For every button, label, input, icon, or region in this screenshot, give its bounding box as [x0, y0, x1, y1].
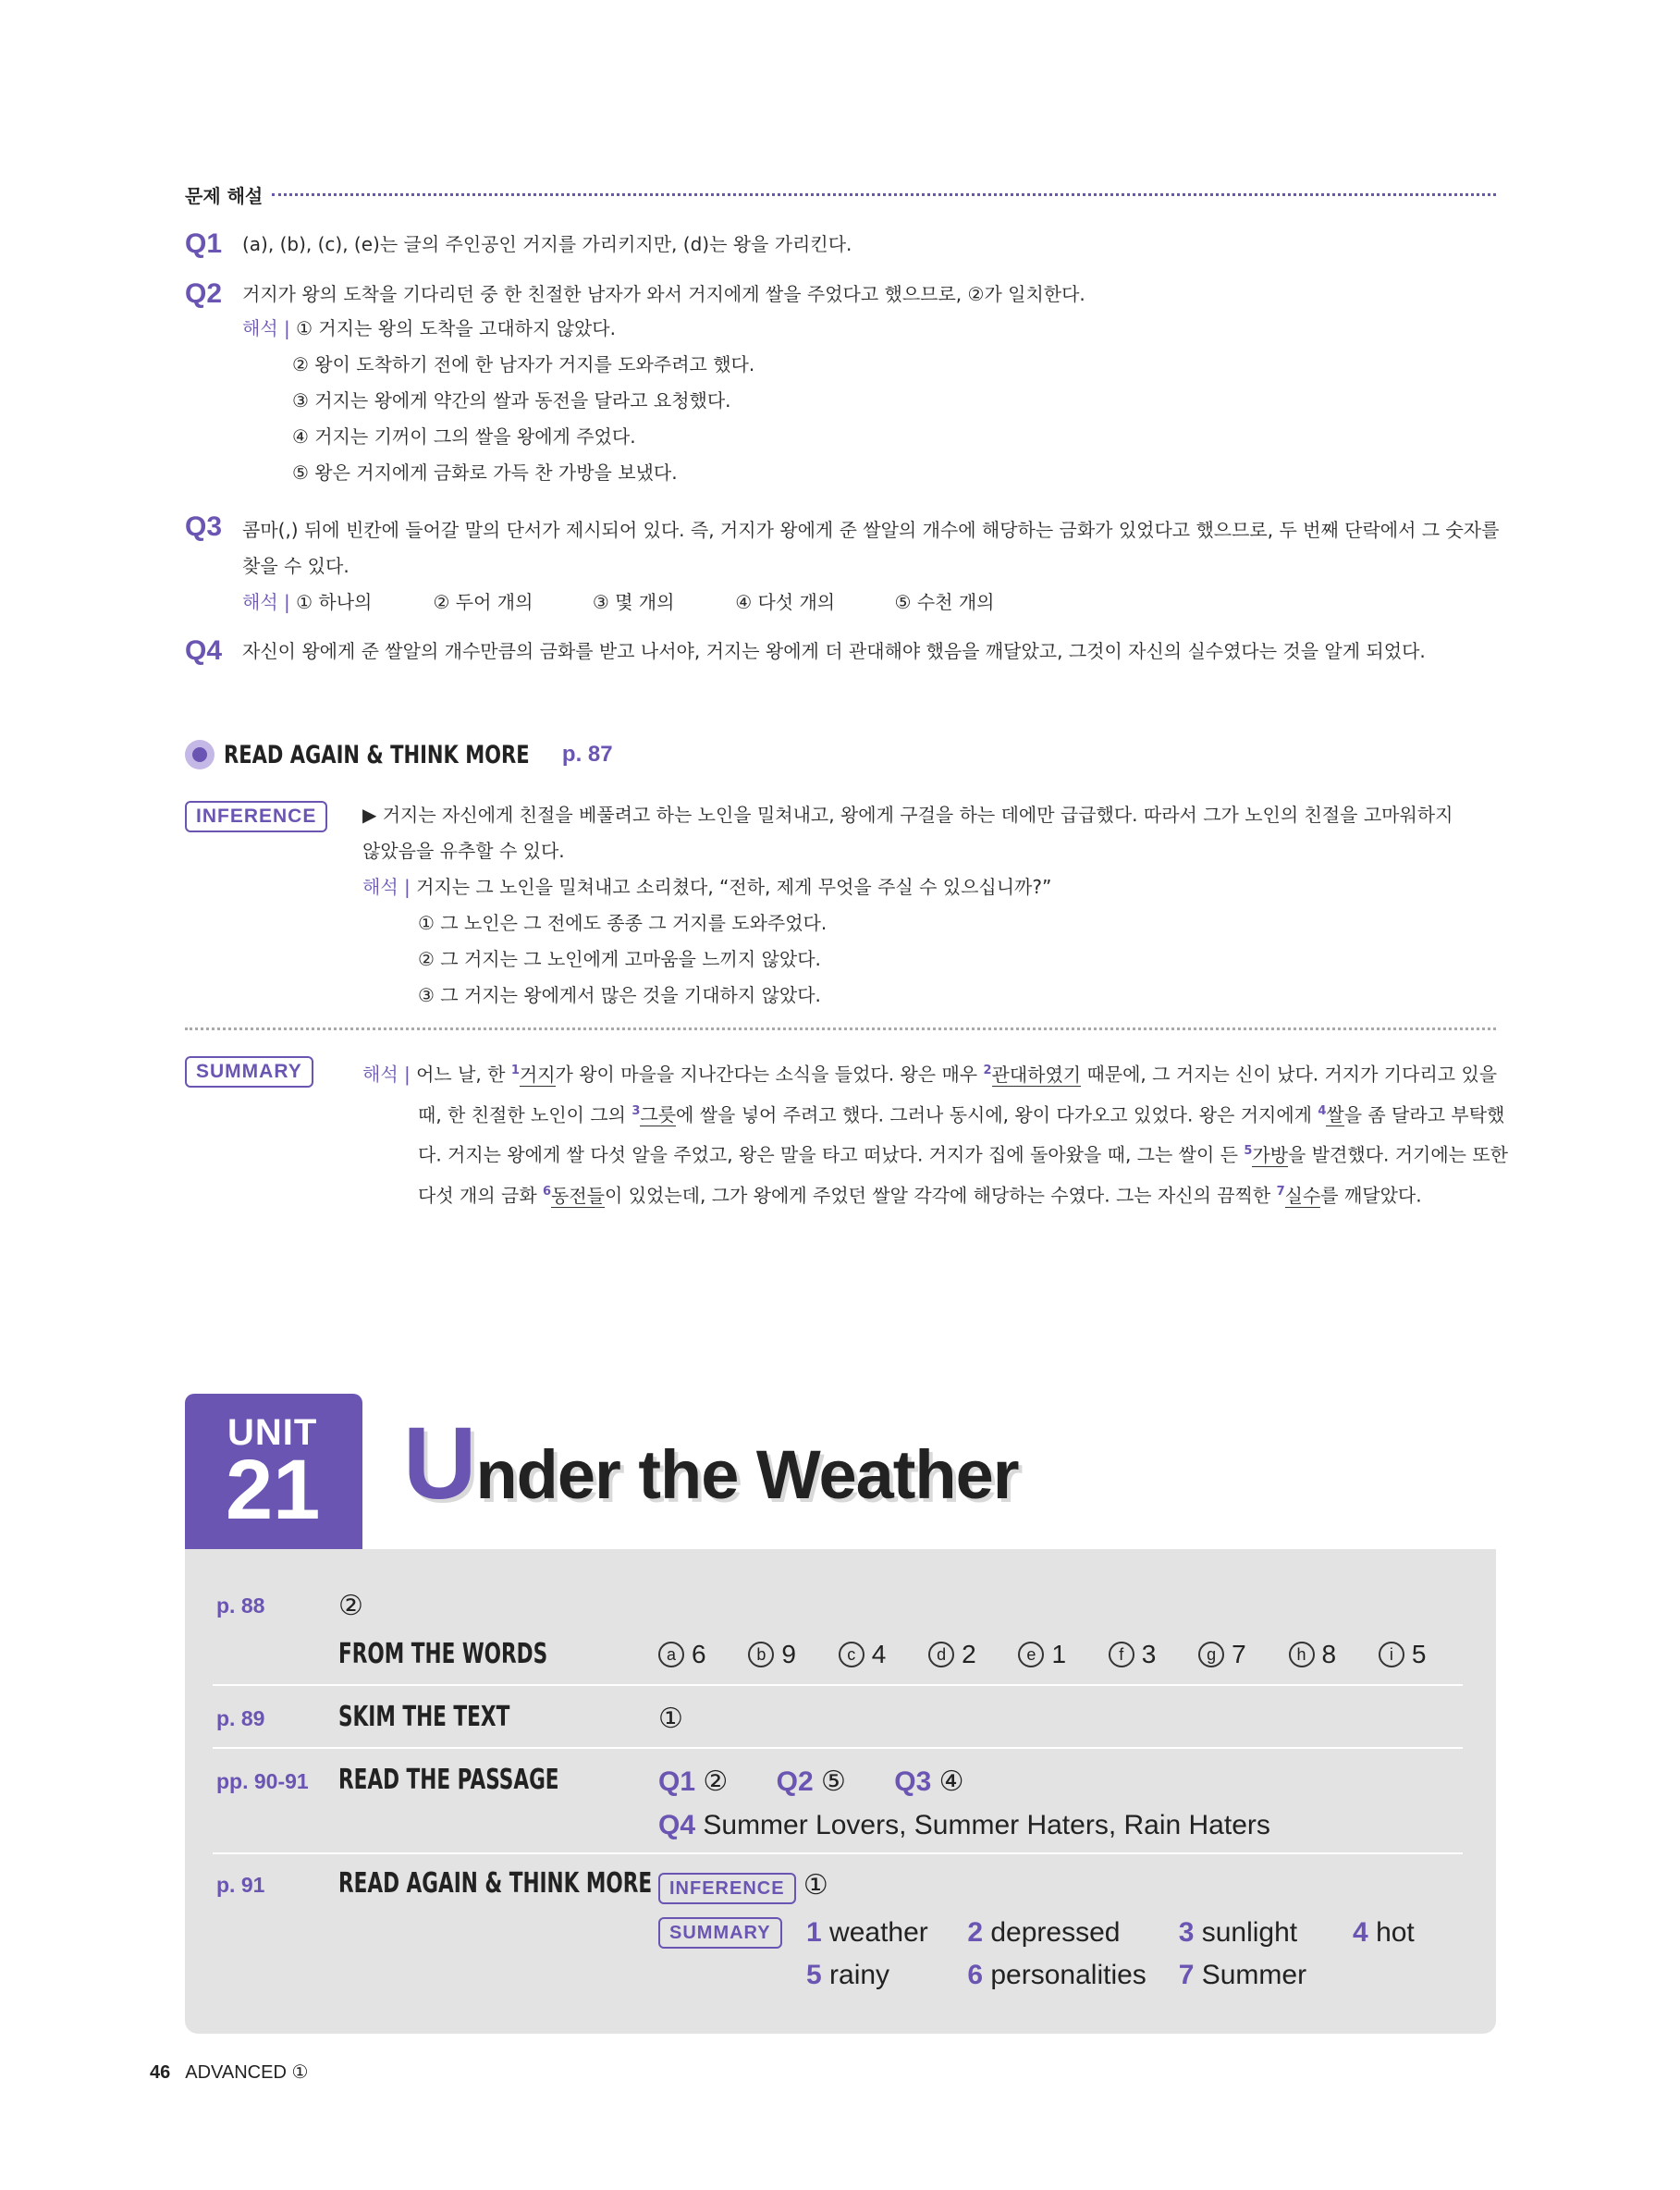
dotted-divider — [272, 193, 1496, 196]
summary-answers-line-1 — [806, 1917, 1415, 1949]
word-match-answers — [658, 1640, 1461, 1669]
answer-row-p91 — [213, 1852, 1463, 2010]
summary-fragment: 을 좀 달라고 부탁했 — [1343, 1103, 1505, 1126]
blank-number: 3 — [632, 1103, 641, 1118]
question-text: (a), (b), (c), (e)는 글의 주인공인 거지를 가리키지만, (d)는 왕을 가리킨다. — [242, 233, 852, 255]
letter-circle: f — [1109, 1642, 1134, 1667]
option-text: ② 두어 개의 — [433, 591, 533, 613]
letter-circle: i — [1379, 1642, 1404, 1667]
question-number: Q3 — [185, 511, 223, 542]
page-ref: pp. 90-91 — [216, 1769, 309, 1793]
section-header — [185, 181, 1496, 208]
passage-answers — [658, 1766, 964, 1798]
summary-word: weather — [829, 1917, 928, 1948]
answer-value: ④ — [938, 1766, 964, 1797]
match-item — [658, 1640, 706, 1669]
page-ref: p. 88 — [216, 1593, 265, 1618]
section-label: READ AGAIN & THINK MORE — [338, 1867, 653, 1900]
match-item — [1198, 1640, 1246, 1669]
summary-fragment: 때문에, 그 거지는 신이 났다. 거지가 기다리고 있을 — [1081, 1063, 1498, 1086]
section-label: FROM THE WORDS — [338, 1638, 548, 1670]
translation-label: 해석 | — [242, 317, 290, 339]
letter-circle: h — [1289, 1642, 1315, 1667]
letter-circle: e — [1018, 1642, 1044, 1667]
option-text: ② 왕이 도착하기 전에 한 남자가 거지를 도와주려고 했다. — [292, 353, 755, 375]
summary-item — [806, 1960, 960, 1991]
match-item — [839, 1640, 887, 1669]
section-title: 문제 해설 — [185, 185, 264, 207]
translation — [242, 311, 1085, 491]
question-2 — [185, 279, 1085, 491]
summary-item — [967, 1960, 1171, 1991]
question-number: Q3 — [894, 1766, 932, 1797]
section-label: SKIM THE TEXT — [338, 1701, 510, 1733]
summary-answers — [658, 1917, 782, 1950]
summary-fragment: 에 쌀을 넣어 주려고 했다. 그러나 동시에, 왕이 다가오고 있었다. 왕은 거지에게 — [676, 1103, 1318, 1126]
match-value: 1 — [1051, 1640, 1067, 1668]
match-value: 5 — [1411, 1640, 1427, 1668]
translation — [242, 584, 1499, 621]
answer-value: ⑤ — [821, 1766, 846, 1797]
question-number: Q1 — [185, 228, 223, 259]
inference-tag: INFERENCE — [185, 801, 327, 832]
letter-circle: d — [928, 1642, 954, 1667]
unit-title-initial: U — [403, 1407, 476, 1520]
inference-tag: INFERENCE — [658, 1873, 796, 1904]
answer-value: ① — [658, 1704, 683, 1734]
inference-text: ▶ 거지는 자신에게 친절을 베풀려고 하는 노인을 밀쳐내고, 왕에게 구걸을 하는 데에만 급급했다. 따라서 그가 노인의 친절을 고마워하지 — [362, 804, 1453, 826]
summary-item — [1353, 1917, 1415, 1948]
read-again-page: p. 87 — [561, 742, 613, 767]
summary-answer: 거지 — [519, 1063, 556, 1086]
match-value: 2 — [962, 1640, 976, 1668]
blank-number: 6 — [967, 1960, 984, 1990]
inference-text: 않았음을 유추할 수 있다. — [362, 840, 565, 862]
blank-number: 3 — [1178, 1917, 1195, 1948]
summary-item — [1179, 1960, 1306, 1990]
answer-row-p88 — [213, 1549, 1463, 1684]
match-item — [1018, 1640, 1066, 1669]
summary-answer: 그릇 — [640, 1103, 677, 1126]
blank-number: 2 — [983, 1064, 992, 1077]
blank-number: 5 — [806, 1960, 822, 1990]
unit-title-rest: nder the Weather — [475, 1436, 1019, 1513]
match-value: 4 — [871, 1640, 887, 1668]
blank-number: 4 — [1318, 1103, 1327, 1118]
passage-answer-q4 — [658, 1810, 1270, 1841]
summary-word: sunlight — [1201, 1917, 1298, 1948]
summary-answer: 실수 — [1284, 1184, 1321, 1207]
match-item — [1379, 1640, 1427, 1669]
blank-number: 4 — [1353, 1917, 1368, 1948]
option-text: ① 하나의 — [296, 591, 373, 613]
summary-answer: 쌀 — [1326, 1103, 1344, 1126]
match-value: 8 — [1321, 1640, 1337, 1668]
summary-word: personalities — [990, 1960, 1147, 1990]
answer-value: ① — [803, 1870, 828, 1901]
question-number: Q2 — [776, 1766, 814, 1797]
inference-answer — [658, 1869, 828, 1904]
summary-fragment: 이 있었는데, 그가 왕에게 주었던 쌀알 각각에 해당하는 수였다. 그는 자신의 끔찍한 — [605, 1184, 1277, 1207]
question-3 — [185, 512, 1499, 621]
summary-fragment: 다. 거지는 왕에게 쌀 다섯 알을 주었고, 왕은 말을 타고 떠났다. 거지가 집에 돌아왔을 때, 그는 쌀이 든 — [418, 1143, 1245, 1166]
option-text: ⑤ 왕은 거지에게 금화로 가득 찬 가방을 보냈다. — [292, 461, 678, 484]
letter-circle: c — [839, 1642, 865, 1667]
letter-circle: b — [748, 1642, 774, 1667]
match-item — [748, 1640, 796, 1669]
summary-fragment: 다섯 개의 금화 — [418, 1184, 543, 1207]
option-text: ① 거지는 왕의 도착을 고대하지 않았다. — [296, 317, 616, 339]
bullet-icon — [185, 740, 215, 769]
summary-text — [362, 1052, 1508, 1214]
summary-answers-line-2 — [806, 1960, 1306, 1991]
match-value: 6 — [692, 1640, 706, 1668]
match-value: 3 — [1141, 1640, 1157, 1668]
section-label: READ THE PASSAGE — [338, 1764, 559, 1796]
summary-word: hot — [1376, 1917, 1415, 1948]
answer-value: ② — [703, 1766, 729, 1797]
question-number: Q2 — [185, 278, 223, 309]
option-text: ③ 그 거지는 왕에게서 많은 것을 기대하지 않았다. — [418, 984, 821, 1006]
option-text: ⑤ 수천 개의 — [894, 591, 995, 613]
letter-circle: a — [658, 1642, 684, 1667]
summary-answer: 가방 — [1252, 1143, 1289, 1166]
option-text: ③ 거지는 왕에게 약간의 쌀과 동전을 달라고 요청했다. — [292, 389, 731, 412]
blank-number: 5 — [1244, 1144, 1253, 1159]
blank-number: 1 — [806, 1917, 822, 1948]
unit-label: UNIT — [227, 1412, 318, 1453]
translation-label: 해석 | — [362, 876, 411, 898]
summary-answer: 관대하였기 — [991, 1063, 1082, 1086]
match-value: 9 — [781, 1640, 796, 1668]
book-title: ADVANCED ① — [185, 2062, 309, 2083]
question-text-line: 찾을 수 있다. — [242, 555, 349, 577]
summary-item — [967, 1917, 1171, 1949]
summary-answer: 동전들 — [551, 1184, 606, 1207]
question-number: Q4 — [185, 635, 223, 666]
unit-badge — [185, 1394, 362, 1549]
question-text — [242, 512, 1499, 584]
page-footer — [150, 2061, 308, 2084]
question-text: 거지가 왕의 도착을 기다리던 중 한 친절한 남자가 와서 거지에게 쌀을 주었다고 했으므로, ②가 일치한다. — [242, 283, 1085, 305]
question-number: Q1 — [658, 1766, 696, 1797]
summary-fragment: 를 깨달았다. — [1320, 1184, 1422, 1207]
option-text: ③ 몇 개의 — [592, 591, 675, 613]
read-again-heading — [185, 740, 613, 769]
unit-number: 21 — [226, 1443, 321, 1537]
read-again-title: READ AGAIN & THINK MORE — [224, 740, 530, 769]
blank-number: 1 — [510, 1064, 520, 1077]
dotted-divider — [185, 1027, 1496, 1030]
quote-text: 거지는 그 노인을 밀쳐내고 소리쳤다, “전하, 제게 무엇을 주실 수 있으십니까?” — [416, 876, 1052, 898]
summary-block — [185, 1056, 1508, 1214]
summary-word: depressed — [990, 1917, 1121, 1948]
translation-label: 해석 | — [242, 591, 290, 613]
question-1 — [185, 229, 852, 259]
summary-fragment: 을 발견했다. 거기에는 또한 — [1288, 1143, 1508, 1166]
summary-item — [806, 1917, 960, 1949]
letter-circle: g — [1198, 1642, 1224, 1667]
page-ref: p. 89 — [216, 1706, 265, 1730]
blank-number: 6 — [543, 1184, 552, 1199]
match-item — [928, 1640, 976, 1669]
match-item — [1289, 1640, 1337, 1669]
unit-title — [403, 1407, 1019, 1520]
blank-number: 2 — [967, 1917, 984, 1948]
match-item — [1109, 1640, 1157, 1669]
answer-value: ② — [338, 1591, 363, 1621]
question-4 — [185, 636, 1426, 666]
option-text: ② 그 거지는 그 노인에게 고마움을 느끼지 않았다. — [418, 948, 821, 970]
summary-item — [1179, 1917, 1345, 1949]
answer-row-p89 — [213, 1684, 1463, 1747]
blank-number: 7 — [1276, 1184, 1285, 1199]
summary-word: Summer — [1201, 1960, 1307, 1990]
summary-tag: SUMMARY — [658, 1917, 782, 1949]
summary-fragment: 어느 날, 한 — [416, 1063, 511, 1086]
option-text: ④ 거지는 기꺼이 그의 쌀을 왕에게 주었다. — [292, 425, 636, 448]
page-number: 46 — [150, 2062, 171, 2083]
answer-panel — [185, 1549, 1496, 2034]
match-value: 7 — [1232, 1640, 1246, 1668]
summary-fragment: 가 왕이 마을을 지나간다는 소식을 들었다. 왕은 매우 — [555, 1063, 984, 1086]
question-text-line: 콤마(,) 뒤에 빈칸에 들어갈 말의 단서가 제시되어 있다. 즉, 거지가 왕에게 준 쌀알의 개수에 해당하는 금화가 있었다고 했으므로, 두 번째 단락에서 그 숫자를 — [242, 519, 1500, 541]
question-number: Q4 — [658, 1810, 696, 1840]
summary-fragment: 때, 한 친절한 노인이 그의 — [418, 1103, 632, 1126]
option-text: ④ 다섯 개의 — [735, 591, 836, 613]
answer-value: Summer Lovers, Summer Haters, Rain Haters — [703, 1810, 1270, 1840]
page-ref: p. 91 — [216, 1873, 265, 1897]
summary-word: rainy — [829, 1960, 890, 1990]
blank-number: 7 — [1178, 1960, 1195, 1990]
summary-tag: SUMMARY — [185, 1056, 313, 1088]
inference-block — [185, 801, 1453, 1014]
option-text: ① 그 노인은 그 전에도 종종 그 거지를 도와주었다. — [418, 912, 828, 934]
translation-label: 해석 | — [362, 1063, 411, 1086]
question-text: 자신이 왕에게 준 쌀알의 개수만큼의 금화를 받고 나서야, 거지는 왕에게 더 관대해야 했음을 깨달았고, 그것이 자신의 실수였다는 것을 알게 되었다. — [242, 640, 1426, 662]
answer-row-p90-91 — [213, 1747, 1463, 1852]
